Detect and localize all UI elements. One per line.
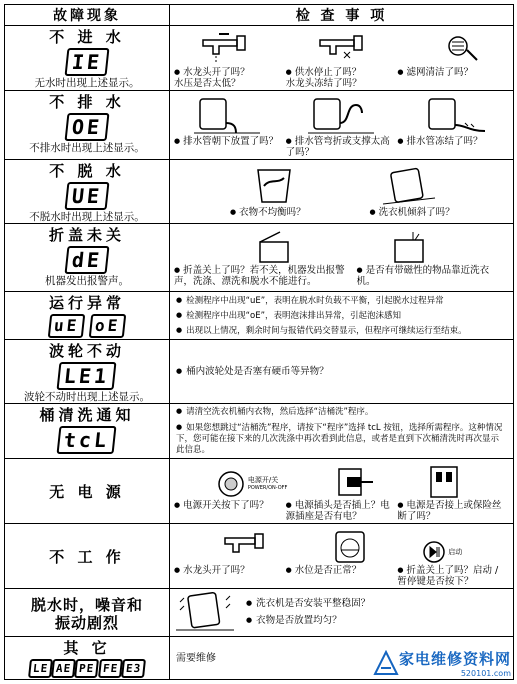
- table-row: [5, 340, 514, 404]
- error-code-display: E3: [121, 659, 146, 678]
- check-list: [170, 135, 513, 159]
- faucet-icon: [199, 32, 259, 66]
- magnet-icon: [379, 230, 439, 264]
- check-item: ● 出现以上情况，剩余时间与报错代码交替显示，但程序可继续运行至结束。: [170, 324, 513, 339]
- filter-icon: [434, 32, 484, 66]
- check-item: ● 折盖关上了吗？若不关，机器发出报警声，洗涤、漂洗和脱水不能进行。: [174, 265, 356, 287]
- error-code-display: tcL: [57, 426, 117, 454]
- error-code-display: OE: [64, 113, 109, 141]
- symptom-title: 波轮不动: [48, 342, 125, 360]
- error-code-display: PE: [74, 659, 99, 678]
- check-item: ● 桶内波轮处是否塞有硬币等异物？: [170, 363, 513, 380]
- start-label: 启动: [448, 548, 463, 556]
- table-row: [5, 292, 514, 340]
- drain-hose-icon: [421, 97, 491, 135]
- table-row: [5, 160, 514, 224]
- check-item: ● 衣物不均衡吗？: [230, 207, 370, 218]
- symptom-title: 不 进 水: [49, 28, 125, 46]
- symptom-title: 不 工 作: [49, 548, 125, 566]
- symptom-note: 波轮不动时出现上述显示。: [24, 391, 150, 403]
- error-code-display: FE: [98, 659, 123, 678]
- symptom-cell: [5, 224, 170, 292]
- symptom-cell: [5, 292, 170, 340]
- check-item: ● 电源插头是否插上？电源插座是否有电？: [286, 500, 398, 522]
- illustration-row: [170, 26, 513, 66]
- check-item: ● 衣物是否放置均匀？: [240, 612, 376, 629]
- check-item: ● 电源是否接上或保险丝断了吗？: [397, 500, 509, 522]
- check-list: [170, 564, 513, 588]
- symptom-cell: [5, 91, 170, 160]
- check-cell: [170, 459, 514, 524]
- check-cell: [170, 589, 514, 637]
- symptom-note: 不排水时出现上述显示。: [29, 142, 145, 154]
- check-item: ● 检测程序中出现“uE”，表明在脱水时负载不平衡，引起脱水过程异常: [170, 292, 513, 309]
- faucet-icon: [221, 530, 277, 564]
- check-item: ● 供水停止了吗？ 水龙头冻结了吗？: [286, 67, 398, 89]
- symptom-cell: [5, 340, 170, 404]
- power-button-icon: [216, 469, 246, 499]
- illustration-row: [170, 160, 513, 206]
- check-cell: [170, 91, 514, 160]
- table-row: [5, 459, 514, 524]
- check-item: ● 水位是否正常？: [286, 565, 398, 587]
- vibration-icon: [170, 590, 240, 634]
- check-item: ● 电源开关按下了吗？: [174, 500, 286, 522]
- check-item: ● 水龙头开了吗？: [174, 565, 286, 587]
- symptom-cell: [5, 589, 170, 637]
- faucet-icon: [316, 32, 376, 66]
- check-list: [170, 264, 513, 288]
- check-cell: [170, 160, 514, 224]
- drain-hose-icon: [306, 97, 376, 135]
- tilted-washer-icon: [379, 166, 439, 206]
- check-item: ● 滤网清洁了吗？: [397, 67, 509, 89]
- check-item: ● 折盖关上了吗？启动 / 暂停键是否按下？: [397, 565, 509, 587]
- open-lid-icon: [244, 230, 304, 264]
- water-level-icon: [328, 530, 372, 564]
- check-item: ● 排水管冻结了吗？: [397, 136, 509, 158]
- check-list: [170, 66, 513, 90]
- check-cell: [170, 524, 514, 589]
- check-item: ● 排水管朝下放置了吗？: [174, 136, 286, 158]
- symptom-title: 不 脱 水: [49, 162, 125, 180]
- check-item: ● 如果您想跳过“洁桶洗”程序，请按下“程序”选择 tcL 按钮，选择所需程序。这种情况下，您可能在接下来的几次洗涤中再次看到此信息，或者是直到下次桶清洗时再次显示此信息。: [170, 420, 513, 458]
- check-cell: [170, 224, 514, 292]
- symptom-note: 不脱水时出现上述显示。: [29, 211, 145, 223]
- table-row: [5, 224, 514, 292]
- error-code-display: UE: [64, 182, 109, 210]
- symptom-cell: [5, 404, 170, 459]
- error-code-display: uE: [48, 314, 86, 338]
- symptom-cell: [5, 637, 170, 680]
- illustration-row: [170, 524, 513, 564]
- symptom-note: 机器发出报警声。: [45, 275, 129, 287]
- check-cell: [170, 404, 514, 459]
- unbalanced-load-icon: [244, 166, 304, 206]
- check-item: ● 请清空洗衣机桶内衣物，然后选择“洁桶洗”程序。: [170, 404, 513, 420]
- illustration-row: [170, 459, 513, 499]
- symptom-title: 桶清洗通知: [39, 406, 135, 424]
- drain-hose-icon: [192, 97, 262, 135]
- check-list: [170, 499, 513, 523]
- check-cell: [170, 340, 514, 404]
- error-code-display: LE: [28, 659, 53, 678]
- check-cell: [170, 26, 514, 91]
- check-item: ● 洗衣机倾斜了吗？: [370, 207, 510, 218]
- header-checks: 检 查 事 项: [170, 5, 514, 26]
- error-code-display: LE1: [57, 362, 117, 390]
- symptom-title: 其 它: [63, 639, 111, 657]
- check-item: ● 是否有带磁性的物品靠近洗衣机。: [356, 265, 509, 287]
- symptom-cell: [5, 26, 170, 91]
- fuse-box-icon: [423, 465, 467, 499]
- symptom-note: 无水时出现上述显示。: [34, 77, 140, 89]
- check-item: ● 洗衣机是否安装平整稳固？: [240, 595, 376, 612]
- symptom-title: 不 排 水: [49, 93, 125, 111]
- check-item: 需要维修: [176, 652, 216, 664]
- check-item: ● 排水管弯折或支撑太高了吗？: [286, 136, 398, 158]
- check-list: [170, 206, 513, 219]
- error-code-display: IE: [64, 48, 109, 76]
- symptom-cell: [5, 524, 170, 589]
- check-cell: [170, 292, 514, 340]
- table-row: [5, 404, 514, 459]
- table-row: [5, 524, 514, 589]
- play-pause-icon: [422, 540, 446, 564]
- table-header: [5, 5, 514, 26]
- symptom-title: 运行异常: [48, 294, 125, 312]
- start-button-illustration: [422, 540, 462, 564]
- table-row: [5, 91, 514, 160]
- watermark-text: 家电维修资料网: [398, 650, 511, 668]
- watermark-site: 520101.com: [460, 669, 511, 678]
- symptom-cell: [5, 160, 170, 224]
- power-button-illustration: [216, 469, 288, 499]
- power-label: 电源开/关: [247, 476, 279, 484]
- check-item: ● 检测程序中出现“oE”，表明泡沫排出异常，引起泡沫感知: [170, 309, 513, 324]
- error-code-display: dE: [64, 246, 109, 274]
- illustration-row: [170, 224, 513, 264]
- table-row: [5, 589, 514, 637]
- symptom-title: 无 电 源: [49, 483, 125, 501]
- symptom-cell: [5, 459, 170, 524]
- error-code-display: AE: [51, 659, 76, 678]
- table-row: [5, 26, 514, 91]
- header-symptom: 故障现象: [5, 5, 170, 26]
- symptom-title: 脱水时，噪音和振动剧烈: [30, 595, 143, 632]
- error-code-display: oE: [88, 314, 126, 338]
- power-plug-icon: [333, 465, 377, 499]
- watermark-logo-icon: [373, 650, 399, 676]
- symptom-title: 折盖未关: [48, 226, 125, 244]
- watermark: [373, 648, 511, 678]
- power-sub-label: POWER/ON-OFF: [247, 485, 288, 491]
- check-item: ● 水龙头开了吗？ 水压是否太低？: [174, 67, 286, 89]
- illustration-row: [170, 91, 513, 135]
- troubleshooting-table: [4, 4, 514, 680]
